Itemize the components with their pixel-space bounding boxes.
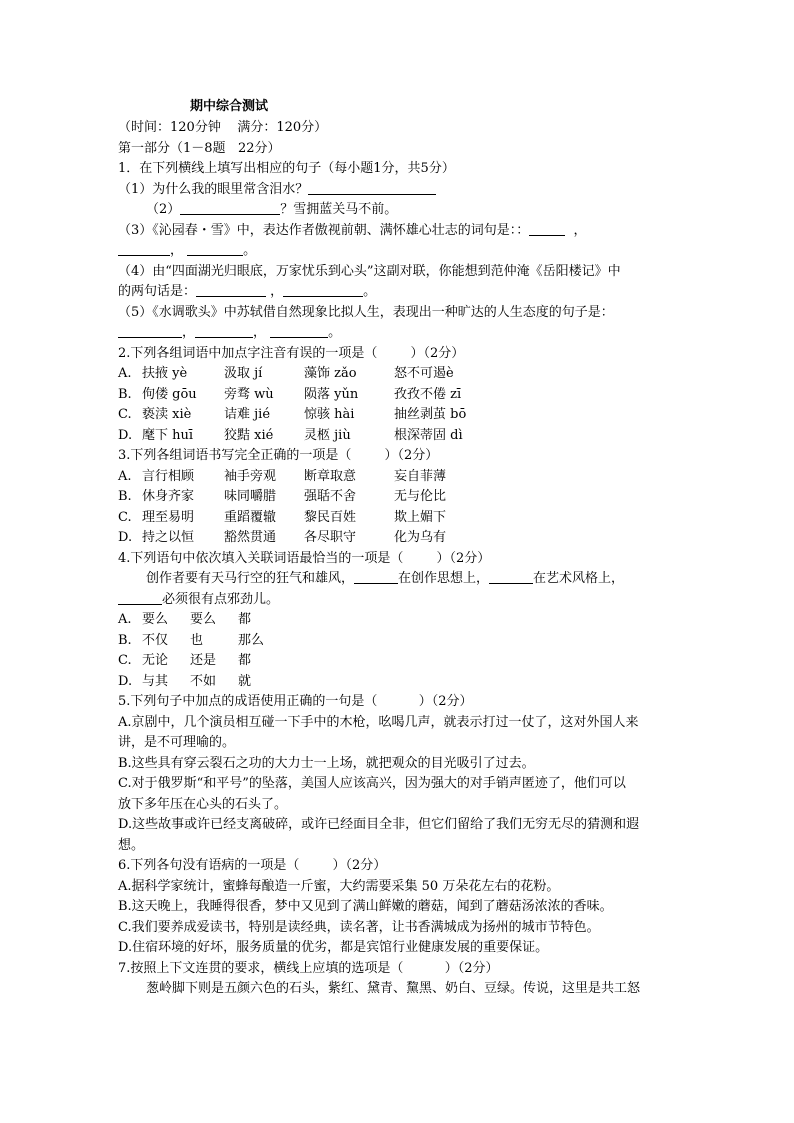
option-item: 旁骛 wù xyxy=(224,386,274,402)
option-item: 要么 xyxy=(142,612,169,627)
q1-sub1: （1）为什么我的眼里常含泪水？ xyxy=(118,180,680,201)
option-item: 麾下 huī xyxy=(142,427,194,443)
q1-sub4-cont: 的两句话是： ， 。 xyxy=(118,284,377,299)
option-item: 都 xyxy=(238,612,252,627)
option-item: 不仅 xyxy=(142,632,169,648)
option-row xyxy=(118,467,680,488)
option-item: 怒不可遏è xyxy=(394,366,454,381)
q5-option-b: B.这些具有穿云裂石之功的大力士一上场，就把观众的目光吸引了过去。 xyxy=(118,755,535,771)
q5-stem: 5.下列句子中加点的成语使用正确的一句是（ ）（2分） xyxy=(118,694,473,709)
blank[interactable] xyxy=(118,590,162,605)
option-item: 要么 xyxy=(190,612,217,627)
part-heading: 第一部分（1－8题 22分） xyxy=(118,140,281,156)
option-item: 那么 xyxy=(238,632,265,648)
q4-passage-cont: 必须很有点邪劲儿。 xyxy=(118,590,680,611)
option-item: 灵柩 jiù xyxy=(304,427,351,443)
q3-stem: 3.下列各组词语书写完全正确的一项是（ ）（2分） xyxy=(118,448,439,463)
option-item: 无论 xyxy=(142,653,169,668)
option-item: 就 xyxy=(238,673,252,689)
option-item: 孜孜不倦 zī xyxy=(394,386,462,402)
option-row xyxy=(118,508,680,529)
option-item: 还是 xyxy=(190,653,217,668)
option-item: 休身齐家 xyxy=(142,489,195,504)
option-item: 言行相顾 xyxy=(142,468,195,484)
q6-option-a: A.据科学家统计，蜜蜂每酿造一斤蜜，大约需要采集 50 万朵花左右的花粉。 xyxy=(118,878,560,894)
q7-passage: 葱岭脚下则是五颜六色的石头，紫红、黛青、黧黑、奶白、豆绿。传说，这里是共工怒 xyxy=(146,981,641,996)
q1-sub5-cont: ， ， 。 xyxy=(118,323,680,344)
option-label: D. xyxy=(118,530,133,545)
option-item: 化为乌有 xyxy=(394,530,447,545)
option-item: 抽丝剥茧 bō xyxy=(394,407,467,422)
option-row xyxy=(118,672,680,693)
option-label: B. xyxy=(118,386,132,402)
exam-page xyxy=(118,96,680,1000)
option-item: 持之以恒 xyxy=(142,530,195,545)
option-item: 佝偻 gōu xyxy=(142,386,197,402)
q5-option-a: A.京剧中，几个演员相互碰一下手中的木枪，吆喝几声，就表示打过一仗了，这对外国人来 xyxy=(118,714,639,730)
q1-sub3: （3）《沁园春・雪》中，表达作者傲视前朝、满怀雄心壮志的词句是：： ， xyxy=(118,222,587,238)
blank[interactable] xyxy=(308,180,436,195)
option-item: 各尽职守 xyxy=(304,530,357,545)
option-row xyxy=(118,364,680,385)
q1-stem: 1．在下列横线上填写出相应的句子（每小题1分，共5分） xyxy=(118,161,455,176)
q5-option-c: C.对于俄罗斯“和平号”的坠落，美国人应该高兴，因为强大的对手销声匿迹了，他们可以 xyxy=(118,776,626,791)
q4-passage: 创作者要有天马行空的狂气和雄风， 在创作思想上， 在艺术风格上， xyxy=(146,571,625,586)
option-item: 断章取意 xyxy=(304,468,357,484)
option-row xyxy=(118,651,680,672)
option-row xyxy=(118,610,680,631)
q4-stem: 4.下列语句中依次填入关联词语最恰当的一项是（ ）（2分） xyxy=(118,550,491,566)
option-label: B. xyxy=(118,632,132,648)
option-item: 无与伦比 xyxy=(394,489,447,504)
blank[interactable] xyxy=(118,241,170,256)
option-row xyxy=(118,528,680,549)
option-item: 扶掖 yè xyxy=(142,366,188,381)
blank[interactable] xyxy=(187,241,243,256)
option-item: 味同嚼腊 xyxy=(224,489,277,504)
option-label: A. xyxy=(118,468,132,484)
option-label: A. xyxy=(118,612,132,627)
option-row xyxy=(118,426,680,447)
option-item: 狡黠 xié xyxy=(224,427,274,443)
blank[interactable] xyxy=(180,200,280,215)
blank[interactable] xyxy=(270,323,328,338)
page-title: 期中综合测试 xyxy=(190,99,269,114)
option-item: 藻饰 zǎo xyxy=(304,366,357,381)
q2-options xyxy=(118,364,680,446)
option-item: 亵渎 xiè xyxy=(142,407,192,422)
q5-option-c-cont: 放下多年压在心头的石头了。 xyxy=(118,796,288,812)
blank[interactable] xyxy=(118,323,182,338)
q1-sub4: （4）由“四面湖光归眼底，万家忧乐到心头”这副对联，你能想到范仲淹《岳阳楼记》中 xyxy=(118,263,621,279)
option-item: 不如 xyxy=(190,673,217,689)
blank[interactable] xyxy=(196,282,266,297)
option-item: 理至易明 xyxy=(142,509,195,525)
option-label: A. xyxy=(118,366,132,381)
q5-option-d: D.这些故事或许已经支离破碎，或许已经面目全非，但它们留给了我们无穷无尽的猜测和遐 xyxy=(118,817,640,832)
q3-options xyxy=(118,467,680,549)
q2-stem: 2.下列各组词语中加点字注音有误的一项是（ ）（2分） xyxy=(118,345,465,361)
q6-stem: 6.下列各句没有语病的一项是（ ）（2分） xyxy=(118,858,387,873)
option-label: D. xyxy=(118,673,133,689)
q1-sub5: （5）《水调歌头》中苏轼借自然现象比拟人生，表现出一种旷达的人生态度的句子是： xyxy=(118,304,614,320)
option-item: 妄自菲薄 xyxy=(394,468,447,484)
option-item: 与其 xyxy=(142,673,169,689)
option-item: 也 xyxy=(190,632,204,648)
blank[interactable] xyxy=(489,569,533,584)
option-label: C. xyxy=(118,509,132,525)
option-item: 袖手旁观 xyxy=(224,468,277,484)
q1-sub3-cont: ， 。 xyxy=(118,241,680,262)
option-row xyxy=(118,631,680,652)
exam-meta: （时间：120分钟 满分：120分） xyxy=(118,120,328,135)
option-row xyxy=(118,487,680,508)
option-row xyxy=(118,405,680,426)
option-item: 汲取 jí xyxy=(224,366,263,381)
q6-option-c: C.我们要养成爱读书，特别是读经典，读名著，让书香满城成为扬州的城市节特色。 xyxy=(118,919,600,935)
option-label: B. xyxy=(118,489,132,504)
option-item: 陨落 yǔn xyxy=(304,386,359,402)
option-item: 诘难 jié xyxy=(224,407,271,422)
option-item: 欺上媚下 xyxy=(394,509,447,525)
option-item: 黎民百姓 xyxy=(304,509,357,525)
q7-stem: 7.按照上下文连贯的要求，横线上应填的选项是（ ）（2分） xyxy=(118,960,499,976)
option-item: 都 xyxy=(238,653,252,668)
option-row xyxy=(118,385,680,406)
option-item: 根深蒂固 dì xyxy=(394,427,463,443)
blank[interactable] xyxy=(283,282,363,297)
blank[interactable] xyxy=(354,569,398,584)
q1-sub2: （2） ？雪拥蓝关马不前。 xyxy=(146,202,398,217)
q5-option-d-cont: 想。 xyxy=(118,837,145,853)
q4-options xyxy=(118,610,680,692)
option-item: 豁然贯通 xyxy=(224,530,277,545)
q5-option-a-cont: 讲，是不可理喻的。 xyxy=(118,735,236,750)
blank[interactable] xyxy=(529,221,565,236)
option-label: C. xyxy=(118,653,132,668)
q6-option-d: D.住宿环境的好坏，服务质量的优劣，都是宾馆行业健康发展的重要保证。 xyxy=(118,940,549,955)
q6-option-b: B.这天晚上，我睡得很香，梦中又见到了满山鲜嫩的蘑菇，闻到了蘑菇汤浓浓的香味。 xyxy=(118,899,613,914)
option-label: C. xyxy=(118,407,132,422)
option-item: 强聒不舍 xyxy=(304,489,357,504)
option-item: 惊骇 hài xyxy=(304,407,355,422)
option-label: D. xyxy=(118,427,133,443)
option-item: 重蹈覆辙 xyxy=(224,509,277,525)
blank[interactable] xyxy=(195,323,253,338)
